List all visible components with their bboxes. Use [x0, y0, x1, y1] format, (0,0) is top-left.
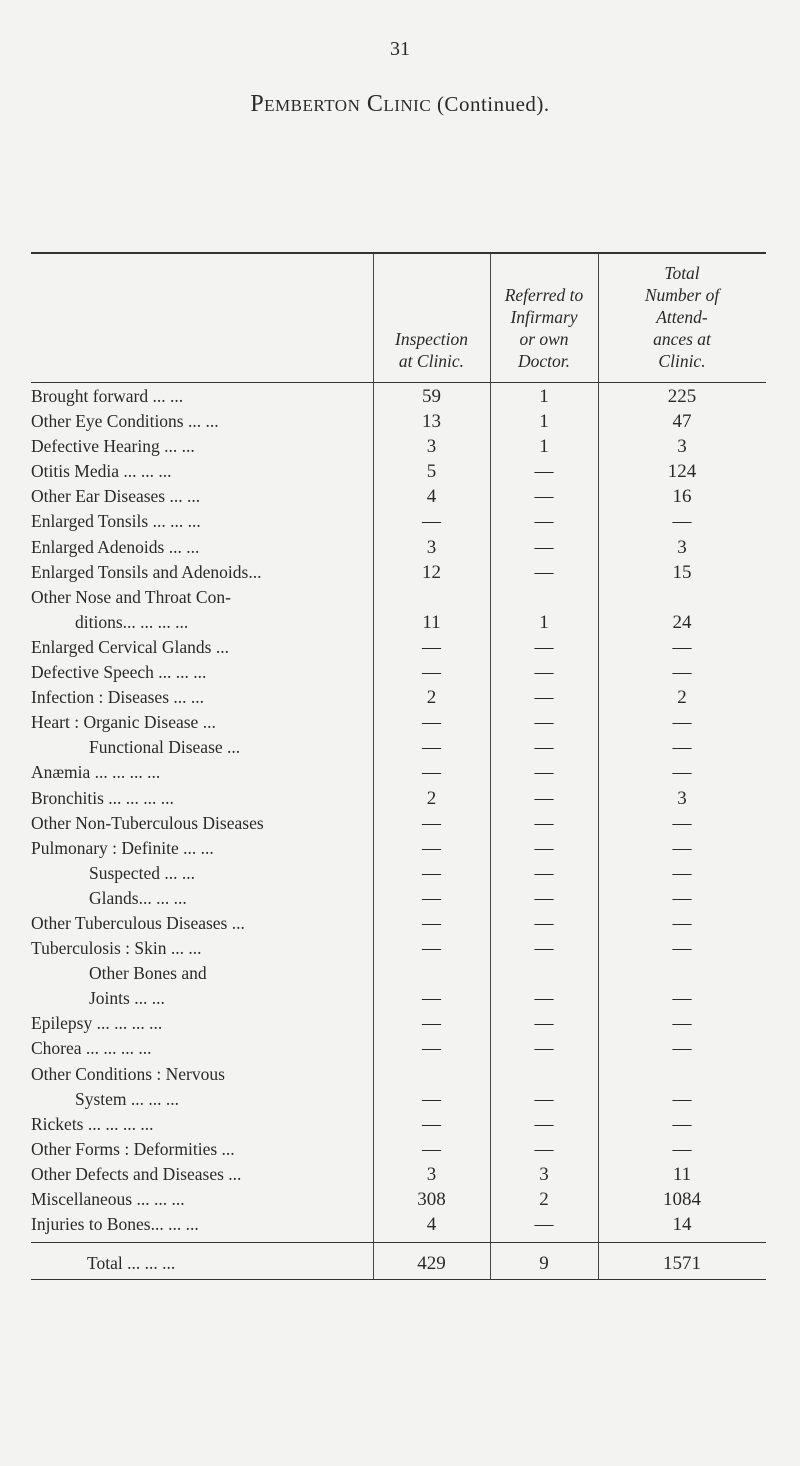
inspection-value: —	[422, 737, 441, 759]
attendances-value: —	[672, 812, 692, 834]
attendances-value: —	[672, 1088, 692, 1110]
inspection-value: —	[422, 912, 441, 934]
row-label: Injuries to Bones... ... ...	[31, 1214, 199, 1235]
row-label: Enlarged Cervical Glands ...	[31, 636, 229, 657]
row-label: Other Forms : Deformities ...	[31, 1138, 235, 1159]
inspection-value: 308	[417, 1189, 446, 1210]
attendances-value: —	[672, 662, 692, 684]
referred-value: —	[534, 636, 554, 658]
attendances-value: 14	[672, 1214, 692, 1236]
referred-value: —	[534, 511, 554, 533]
referred-value: —	[534, 988, 554, 1010]
attendances-value: 3	[677, 787, 687, 809]
attendances-value: 15	[672, 561, 692, 583]
row-label: Heart : Organic Disease ...	[31, 712, 216, 733]
table-row	[31, 785, 766, 810]
attendances-value: —	[672, 737, 692, 759]
attendances-value: —	[672, 712, 692, 734]
referred-value: —	[534, 461, 554, 483]
inspection-value: —	[422, 938, 441, 960]
table-row	[31, 960, 766, 985]
inspection-value: —	[422, 1088, 441, 1110]
clinic-table	[31, 252, 766, 1280]
attendances-value: 47	[672, 411, 692, 433]
inspection-value: —	[422, 1038, 441, 1060]
inspection-value: —	[422, 862, 441, 884]
attendances-value: 225	[667, 386, 697, 407]
table-row	[31, 634, 766, 659]
inspection-value: 2	[426, 687, 437, 709]
row-label: Other Eye Conditions ... ...	[31, 411, 219, 432]
referred-value: —	[534, 1138, 554, 1160]
inspection-value: —	[422, 812, 441, 834]
inspection-value: —	[422, 636, 441, 658]
attendances-value: —	[672, 1138, 692, 1160]
page-title	[0, 91, 800, 118]
attendances-value: —	[672, 887, 692, 909]
row-label: Miscellaneous ... ... ...	[31, 1189, 185, 1209]
referred-value: —	[534, 1038, 554, 1060]
referred-value: 3	[539, 1163, 549, 1185]
table-body	[31, 383, 766, 1242]
inspection-value: —	[422, 1013, 441, 1035]
attendances-value: 1571	[663, 1253, 701, 1275]
attendances-value: 1084	[663, 1189, 701, 1210]
inspection-value: —	[422, 712, 441, 734]
row-label: Enlarged Tonsils ... ... ...	[31, 511, 201, 532]
total-row	[31, 1243, 766, 1279]
row-label: Suspected ... ...	[89, 862, 195, 883]
table-row	[31, 659, 766, 684]
table-row	[31, 885, 766, 910]
inspection-value: 59	[422, 386, 441, 407]
column-divider	[490, 383, 491, 1242]
table-row	[31, 1061, 766, 1086]
table-row	[31, 609, 766, 634]
inspection-value: —	[422, 837, 441, 859]
referred-value: —	[534, 912, 554, 934]
table-row	[31, 1161, 766, 1186]
attendances-value: 2	[677, 687, 687, 709]
table-total	[31, 1242, 766, 1280]
table-row	[31, 508, 766, 533]
attendances-value: 3	[677, 436, 687, 458]
row-label: Other Defects and Diseases ...	[31, 1163, 242, 1184]
table-row	[31, 759, 766, 784]
table-header	[31, 254, 766, 383]
inspection-value: 12	[422, 561, 441, 583]
referred-value: 1	[539, 386, 549, 407]
row-label: Infection : Diseases ... ...	[31, 687, 205, 708]
attendances-value: —	[672, 988, 692, 1010]
row-label: Rickets ... ... ... ...	[31, 1113, 154, 1134]
row-label: Enlarged Tonsils and Adenoids...	[31, 561, 262, 582]
attendances-value: —	[672, 636, 692, 658]
row-label: ditions... ... ... ...	[75, 611, 189, 632]
referred-value: —	[534, 737, 554, 759]
title-main: Pemberton Clinic	[250, 91, 432, 117]
table-row	[31, 835, 766, 860]
attendances-value: —	[672, 938, 692, 960]
table-row	[31, 483, 766, 508]
table-row	[31, 534, 766, 559]
table-row	[31, 1211, 766, 1236]
table-row	[31, 1111, 766, 1136]
inspection-value: —	[422, 1138, 441, 1160]
table-row	[31, 860, 766, 885]
row-label: Other Nose and Throat Con-	[31, 586, 231, 607]
inspection-value: —	[422, 1113, 441, 1135]
row-label: Defective Speech ... ... ...	[31, 662, 207, 683]
inspection-value: —	[422, 887, 441, 909]
row-label: Pulmonary : Definite ... ...	[31, 837, 214, 858]
inspection-value: —	[422, 762, 441, 784]
inspection-value: 11	[422, 611, 441, 633]
inspection-value: —	[422, 511, 441, 533]
referred-value: —	[534, 662, 554, 684]
row-label: Tuberculosis : Skin ... ...	[31, 938, 202, 959]
attendances-value: 11	[672, 1163, 692, 1185]
referred-value: —	[534, 812, 554, 834]
inspection-value: 4	[426, 1214, 437, 1236]
row-label: Enlarged Adenoids ... ...	[31, 536, 200, 557]
header-inspection: Inspection at Clinic.	[395, 329, 468, 371]
referred-value: —	[534, 1214, 554, 1236]
referred-value: —	[534, 887, 554, 909]
row-label: Defective Hearing ... ...	[31, 436, 195, 457]
header-referred: Referred to Infirmary or own Doctor.	[504, 285, 584, 371]
table-row	[31, 433, 766, 458]
row-label: Other Bones and	[89, 963, 207, 984]
inspection-value: 4	[426, 486, 437, 508]
column-divider	[373, 1243, 374, 1279]
table-row	[31, 584, 766, 609]
column-divider	[373, 254, 374, 382]
total-label: Total ... ... ...	[87, 1253, 176, 1274]
referred-value: —	[534, 837, 554, 859]
inspection-value: 3	[426, 436, 437, 458]
referred-value: —	[534, 1113, 554, 1135]
referred-value: —	[534, 712, 554, 734]
table-row	[31, 559, 766, 584]
table-row	[31, 408, 766, 433]
table-row	[31, 1136, 766, 1161]
referred-value: 1	[539, 611, 549, 633]
row-label: Other Non-Tuberculous Diseases	[31, 812, 264, 833]
row-label: Brought forward ... ...	[31, 386, 184, 406]
table-row	[31, 458, 766, 483]
inspection-value: 2	[426, 787, 437, 809]
page-number: 31	[390, 38, 410, 60]
table-row	[31, 1186, 766, 1211]
column-divider	[598, 254, 599, 382]
table-row	[31, 810, 766, 835]
inspection-value: 13	[422, 411, 441, 433]
referred-value: —	[534, 1013, 554, 1035]
attendances-value: 3	[677, 536, 687, 558]
referred-value: 9	[539, 1253, 549, 1275]
row-label: Bronchitis ... ... ... ...	[31, 787, 174, 808]
referred-value: 1	[539, 411, 549, 433]
referred-value: —	[534, 687, 554, 709]
table-row	[31, 1086, 766, 1111]
column-divider	[373, 383, 374, 1242]
table-row	[31, 709, 766, 734]
inspection-value: 5	[426, 461, 437, 483]
attendances-value: 16	[672, 486, 692, 508]
referred-value: —	[534, 536, 554, 558]
table-row	[31, 383, 766, 408]
row-label: Other Ear Diseases ... ...	[31, 486, 201, 507]
table-row	[31, 1010, 766, 1035]
attendances-value: —	[672, 862, 692, 884]
attendances-value: 124	[667, 461, 697, 483]
attendances-value: —	[672, 1013, 692, 1035]
table-row	[31, 684, 766, 709]
attendances-value: —	[672, 511, 692, 533]
column-divider	[598, 1243, 599, 1279]
attendances-value: —	[672, 1038, 692, 1060]
table-row	[31, 985, 766, 1010]
referred-value: 2	[539, 1189, 549, 1210]
table-row	[31, 910, 766, 935]
row-label: Otitis Media ... ... ...	[31, 461, 172, 482]
row-label: Glands... ... ...	[89, 887, 187, 908]
table-row	[31, 734, 766, 759]
referred-value: —	[534, 486, 554, 508]
attendances-value: —	[672, 1113, 692, 1135]
referred-value: —	[534, 1088, 554, 1110]
row-label: System ... ... ...	[75, 1088, 180, 1109]
header-total-attendances: Total Number of Attend- ances at Clinic.	[644, 263, 720, 371]
row-label: Joints ... ...	[89, 988, 165, 1009]
inspection-value: —	[422, 988, 441, 1010]
column-divider	[598, 383, 599, 1242]
referred-value: —	[534, 762, 554, 784]
title-suffix: (Continued).	[436, 92, 550, 116]
table-row	[31, 935, 766, 960]
attendances-value: 24	[672, 611, 692, 633]
referred-value: —	[534, 862, 554, 884]
attendances-value: —	[672, 837, 692, 859]
row-label: Epilepsy ... ... ... ...	[31, 1013, 163, 1034]
row-label: Chorea ... ... ... ...	[31, 1038, 152, 1059]
inspection-value: 429	[417, 1253, 446, 1275]
row-label: Other Tuberculous Diseases ...	[31, 912, 245, 933]
attendances-value: —	[672, 912, 692, 934]
column-divider	[490, 254, 491, 382]
referred-value: —	[534, 938, 554, 960]
attendances-value: —	[672, 762, 692, 784]
referred-value: —	[534, 787, 554, 809]
row-label: Anæmia ... ... ... ...	[31, 762, 161, 783]
row-label: Other Conditions : Nervous	[31, 1063, 225, 1084]
row-label: Functional Disease ...	[89, 737, 241, 758]
referred-value: —	[534, 561, 554, 583]
inspection-value: —	[422, 662, 441, 684]
table-row	[31, 1035, 766, 1060]
referred-value: 1	[539, 436, 549, 458]
inspection-value: 3	[426, 1163, 437, 1185]
inspection-value: 3	[426, 536, 437, 558]
column-divider	[490, 1243, 491, 1279]
